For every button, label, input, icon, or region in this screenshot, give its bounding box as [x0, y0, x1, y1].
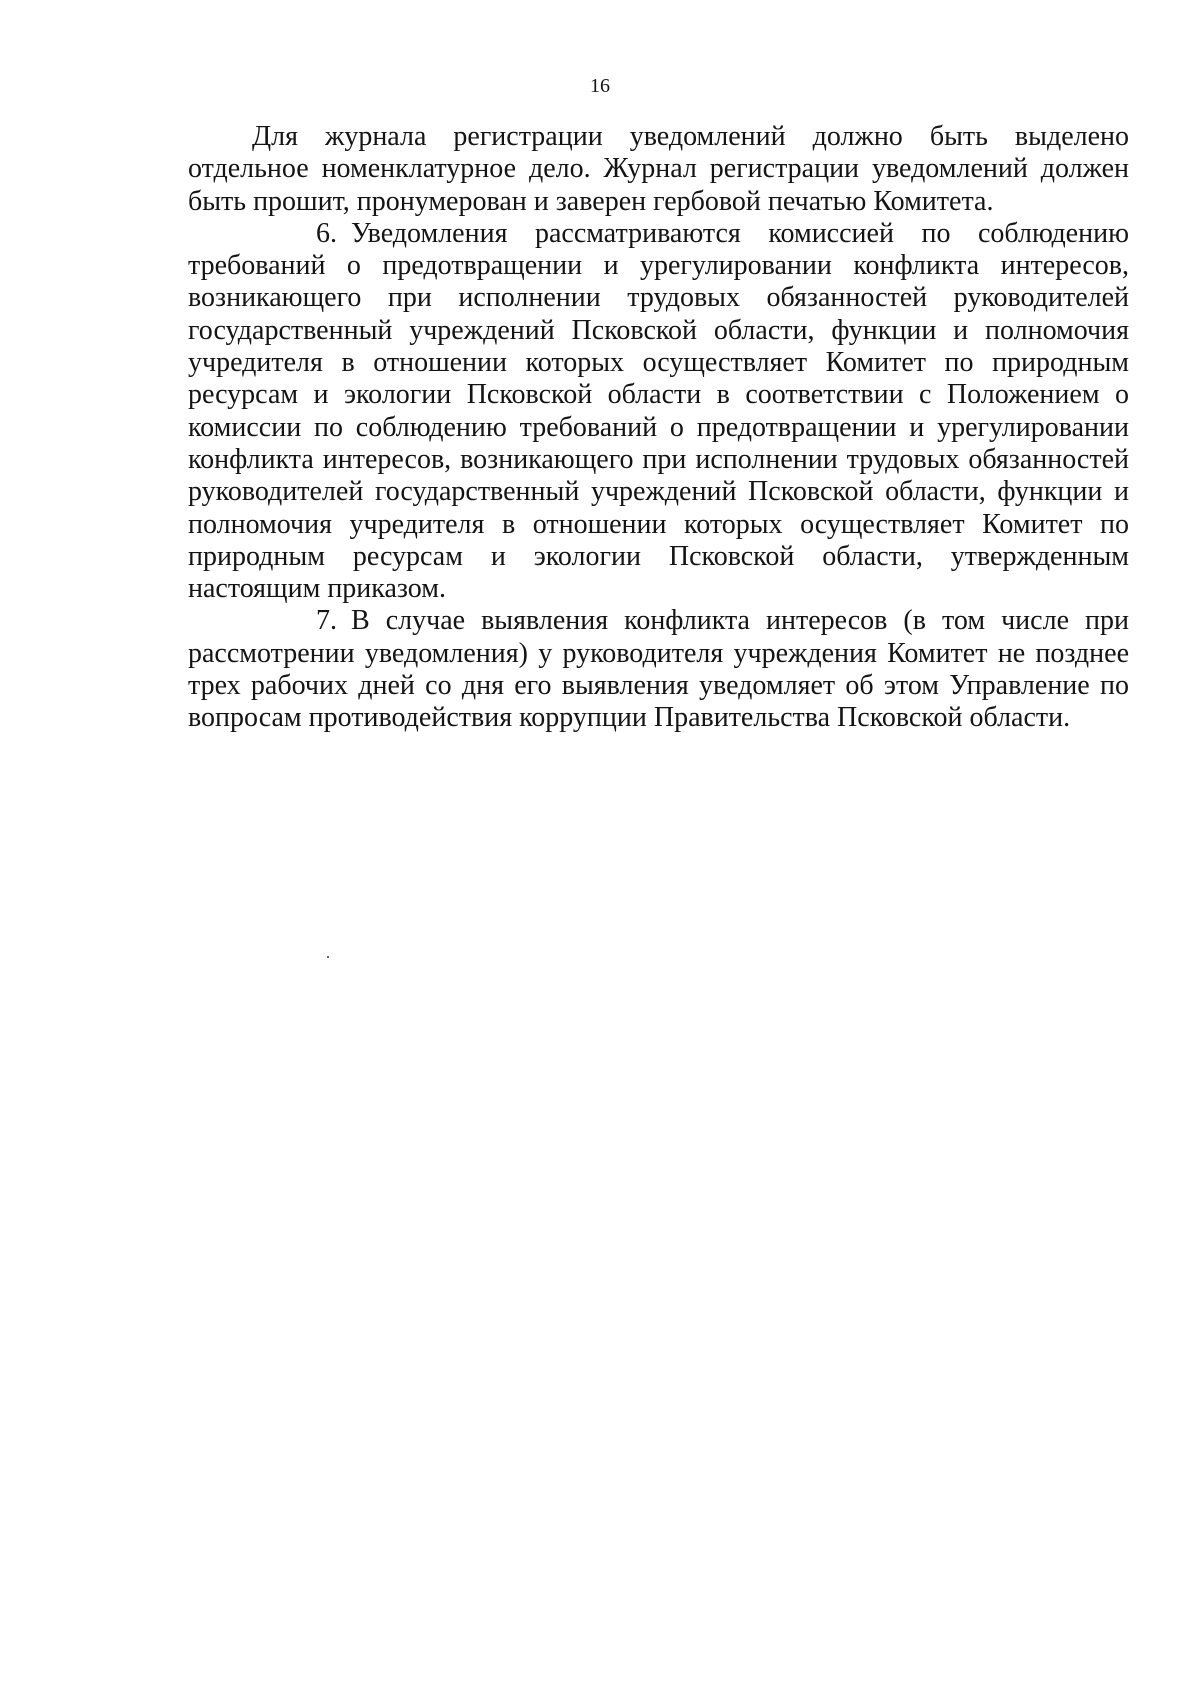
paragraph-6	[188, 218, 1129, 606]
paragraph-text: В случае выявления конфликта интересов (в том числе при рассмотрении уведомления) у руководителя учреждения Комитет не позднее трех рабочих дней со дня его выявления уведомляет об этом Управление по вопросам противодействия коррупции Правительства Псковской области.	[188, 605, 1129, 734]
paragraph-number: 7.	[316, 605, 337, 637]
paragraph-text: Уведомления рассматриваются комиссией по соблюдению требований о предотвращении и урегулировании конфликта интересов, возникающего при исполнении трудовых обязанностей руководителей государственный учреждений Псковской области, функции и полномочия учредителя в отношении которых осуществляет Комитет по природным ресурсам и экологии Псковской области в соответствии с Положением о комиссии по соблюдению требований о предотвращении и урегулировании конфликта интересов, возникающего при исполнении трудовых обязанностей руководителей государственный учреждений Псковской области, функции и полномочия учредителя в отношении которых осуществляет Комитет по природным ресурсам и экологии Псковской области, утвержденным настоящим приказом.	[188, 217, 1129, 605]
paragraph-7	[188, 605, 1129, 734]
paragraph-text: Для журнала регистрации уведомлений должно быть выделено отдельное номенклатурное дело. Журнал регистрации уведомлений должен быть прошит, пронумерован и заверен гербовой печатью Комитета.	[188, 121, 1129, 217]
document-body	[188, 121, 1129, 735]
scan-speck	[327, 956, 329, 958]
page-number: 16	[590, 75, 610, 97]
paragraph-journal	[188, 121, 1129, 218]
paragraph-number: 6.	[316, 217, 337, 249]
